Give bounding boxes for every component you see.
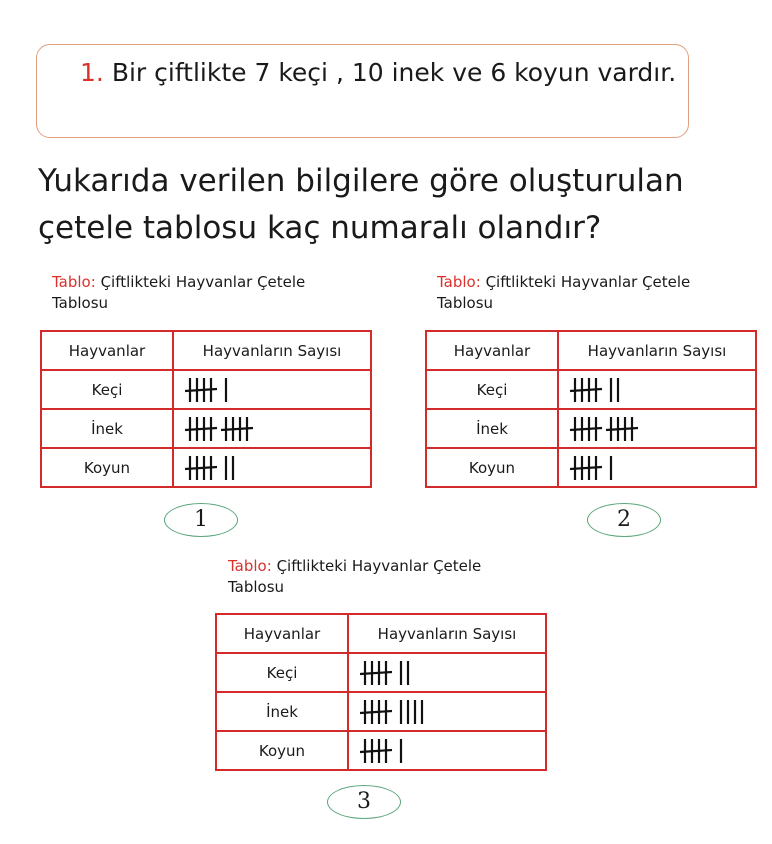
table-row: [426, 448, 756, 487]
animal-cell: Keçi: [216, 653, 348, 692]
question-text: [80, 58, 676, 87]
table-row: [426, 370, 756, 409]
tally-marks: [359, 659, 420, 687]
table-row: [41, 409, 371, 448]
caption-text-2: Tablosu: [437, 294, 494, 312]
caption-label: Tablo:: [52, 273, 96, 291]
tally-table-1: [40, 330, 372, 488]
tally-table-3: [215, 613, 547, 771]
question-number: 1.: [80, 58, 104, 87]
tally-marks: [184, 376, 238, 404]
tally-marks: [359, 698, 434, 726]
animal-cell: Keçi: [41, 370, 173, 409]
tally-marks: [184, 415, 259, 443]
animal-cell: İnek: [216, 692, 348, 731]
tally-cell: [558, 370, 756, 409]
header-animals: Hayvanlar: [426, 331, 558, 370]
header-animals: Hayvanlar: [216, 614, 348, 653]
table-caption-1: [52, 272, 352, 314]
caption-label: Tablo:: [228, 557, 272, 575]
header-count: Hayvanların Sayısı: [348, 614, 546, 653]
tally-marks: [184, 454, 245, 482]
table-row: [216, 692, 546, 731]
tally-cell: [348, 692, 546, 731]
caption-text: Çiftlikteki Hayvanlar Çetele: [271, 557, 482, 575]
tally-cell: [173, 448, 371, 487]
table-caption-2: [437, 272, 737, 314]
table-caption-3: [228, 556, 528, 598]
tally-marks: [569, 415, 644, 443]
table-row: [426, 409, 756, 448]
tally-cell: [348, 653, 546, 692]
header-count: Hayvanların Sayısı: [558, 331, 756, 370]
prompt-line-1: Yukarıda verilen bilgilere göre oluşturulan: [38, 163, 684, 199]
tally-marks: [569, 376, 630, 404]
table-row: [216, 731, 546, 770]
tally-marks: [359, 737, 413, 765]
animal-cell: İnek: [426, 409, 558, 448]
table-row: [216, 653, 546, 692]
caption-text: Çiftlikteki Hayvanlar Çetele: [95, 273, 306, 291]
caption-label: Tablo:: [437, 273, 481, 291]
tally-table-2: [425, 330, 757, 488]
tally-cell: [173, 409, 371, 448]
tally-cell: [348, 731, 546, 770]
prompt-line-2: çetele tablosu kaç numaralı olandır?: [38, 210, 602, 246]
caption-text-2: Tablosu: [52, 294, 109, 312]
option-3[interactable]: 3: [327, 785, 401, 819]
animal-cell: Koyun: [426, 448, 558, 487]
caption-text: Çiftlikteki Hayvanlar Çetele: [480, 273, 691, 291]
caption-text-2: Tablosu: [228, 578, 285, 596]
animal-cell: Koyun: [216, 731, 348, 770]
tally-cell: [558, 448, 756, 487]
option-1[interactable]: 1: [164, 503, 238, 537]
animal-cell: İnek: [41, 409, 173, 448]
header-count: Hayvanların Sayısı: [173, 331, 371, 370]
table-row: [41, 448, 371, 487]
animal-cell: Keçi: [426, 370, 558, 409]
table-row: [41, 370, 371, 409]
animal-cell: Koyun: [41, 448, 173, 487]
prompt: [38, 158, 738, 252]
option-2[interactable]: 2: [587, 503, 661, 537]
tally-marks: [569, 454, 623, 482]
question-body: Bir çiftlikte 7 keçi , 10 inek ve 6 koyun vardır.: [111, 58, 677, 87]
header-animals: Hayvanlar: [41, 331, 173, 370]
tally-cell: [173, 370, 371, 409]
tally-cell: [558, 409, 756, 448]
